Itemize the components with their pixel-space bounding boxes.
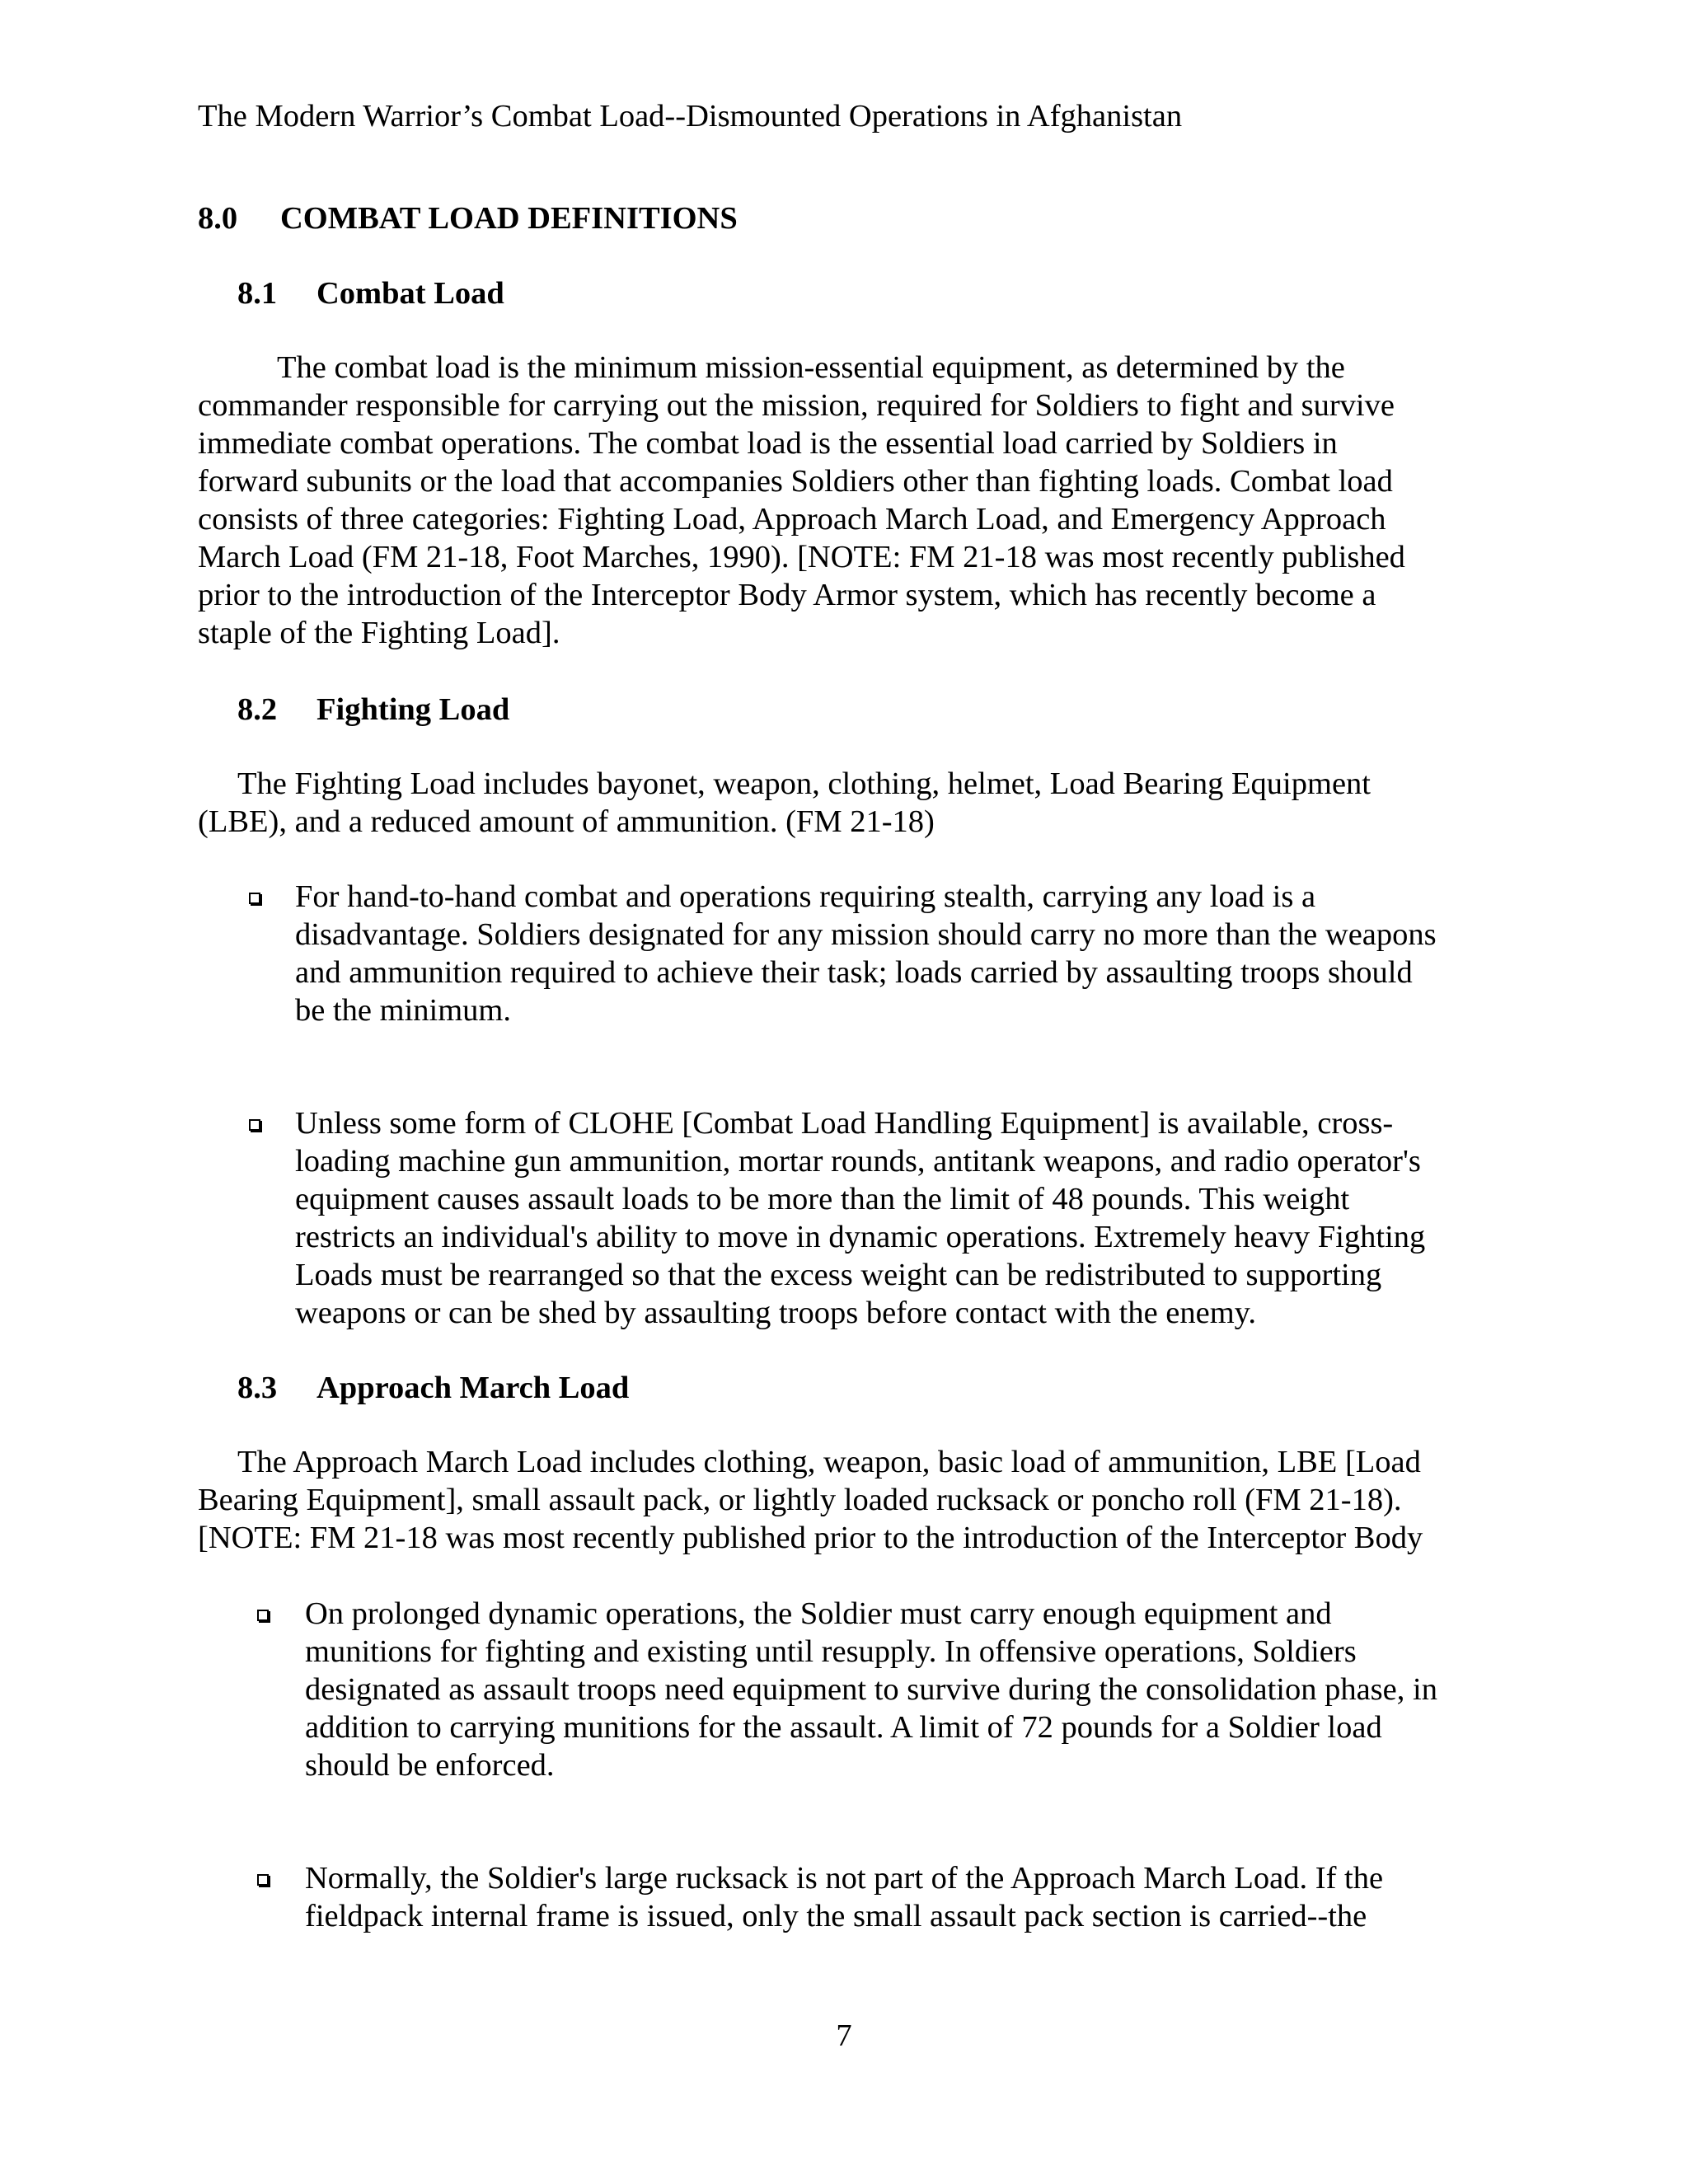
subsection-number: 8.2 bbox=[237, 692, 278, 727]
subsection-number: 8.3 bbox=[237, 1371, 278, 1405]
running-header: The Modern Warrior’s Combat Load--Dismounted Operations in Afghanistan bbox=[198, 99, 1183, 134]
page-number: 7 bbox=[836, 2018, 852, 2053]
bullet-line: should be enforced. bbox=[305, 1748, 555, 1783]
paragraph-line: (LBE), and a reduced amount of ammunition. (FM 21-18) bbox=[198, 804, 935, 839]
bullet-line: loading machine gun ammunition, mortar rounds, antitank weapons, and radio operator's bbox=[295, 1144, 1421, 1179]
bullet-text bbox=[295, 878, 1531, 1029]
bullet-line: designated as assault troops need equipment to survive during the consolidation phase, in bbox=[305, 1672, 1437, 1707]
checkbox-bullet-icon bbox=[249, 893, 260, 904]
paragraph-line: commander responsible for carrying out the mission, required for Soldiers to fight and survive bbox=[198, 388, 1395, 423]
checkbox-bullet-icon bbox=[249, 1119, 260, 1131]
subsection-title: Approach March Load bbox=[316, 1371, 630, 1405]
bullet-line: munitions for fighting and existing until resupply. In offensive operations, Soldiers bbox=[305, 1634, 1357, 1669]
paragraph-line: prior to the introduction of the Interceptor Body Armor system, which has recently become a bbox=[198, 578, 1376, 612]
bullet-text bbox=[295, 1104, 1531, 1332]
bullet-line: For hand-to-hand combat and operations requiring stealth, carrying any load is a bbox=[295, 879, 1316, 914]
paragraph-line: The combat load is the minimum mission-essential equipment, as determined by the bbox=[277, 350, 1345, 385]
paragraph-line: [NOTE: FM 21-18 was most recently published prior to the introduction of the Interceptor Body bbox=[198, 1521, 1423, 1555]
bullet-text bbox=[305, 1595, 1541, 1784]
bullet-line: Unless some form of CLOHE [Combat Load Handling Equipment] is available, cross- bbox=[295, 1106, 1394, 1141]
bullet-line: addition to carrying munitions for the assault. A limit of 72 pounds for a Soldier load bbox=[305, 1710, 1382, 1745]
bullet-line: Normally, the Soldier's large rucksack is not part of the Approach March Load. If the bbox=[305, 1861, 1384, 1896]
bullet-line: disadvantage. Soldiers designated for any mission should carry no more than the weapons bbox=[295, 917, 1437, 952]
bullet-line: fieldpack internal frame is issued, only the small assault pack section is carried--the bbox=[305, 1899, 1367, 1933]
paragraph-line: March Load (FM 21-18, Foot Marches, 1990). [NOTE: FM 21-18 was most recently published bbox=[198, 540, 1405, 574]
paragraph-combat-load bbox=[198, 349, 1500, 652]
bullet-line: restricts an individual's ability to move in dynamic operations. Extremely heavy Fighting bbox=[295, 1220, 1426, 1254]
paragraph-fighting-load bbox=[198, 765, 1500, 841]
paragraph-approach-march-load bbox=[198, 1443, 1500, 1557]
subsection-title: Combat Load bbox=[316, 276, 504, 311]
paragraph-line: forward subunits or the load that accompanies Soldiers other than fighting loads. Combat load bbox=[198, 464, 1393, 499]
bullet-text bbox=[305, 1859, 1541, 1935]
bullet-line: and ammunition required to achieve their task; loads carried by assaulting troops should bbox=[295, 955, 1413, 990]
subsection-heading-8-3 bbox=[237, 1369, 629, 1407]
bullet-line: be the minimum. bbox=[295, 993, 511, 1028]
checkbox-bullet-icon bbox=[257, 1874, 269, 1886]
section-title: COMBAT LOAD DEFINITIONS bbox=[280, 201, 738, 236]
section-heading bbox=[198, 199, 738, 237]
subsection-number: 8.1 bbox=[237, 276, 278, 311]
bullet-line: equipment causes assault loads to be more than the limit of 48 pounds. This weight bbox=[295, 1182, 1350, 1216]
paragraph-line: consists of three categories: Fighting Load, Approach March Load, and Emergency Approach bbox=[198, 502, 1386, 537]
bullet-line: On prolonged dynamic operations, the Soldier must carry enough equipment and bbox=[305, 1596, 1332, 1631]
paragraph-line: immediate combat operations. The combat load is the essential load carried by Soldiers in bbox=[198, 426, 1338, 461]
bullet-line: weapons or can be shed by assaulting troops before contact with the enemy. bbox=[295, 1296, 1257, 1330]
section-number: 8.0 bbox=[198, 201, 238, 236]
subsection-heading-8-2 bbox=[237, 691, 509, 729]
bullet-line: Loads must be rearranged so that the excess weight can be redistributed to supporting bbox=[295, 1258, 1382, 1292]
checkbox-bullet-icon bbox=[257, 1610, 269, 1621]
paragraph-line: The Approach March Load includes clothing, weapon, basic load of ammunition, LBE [Load bbox=[237, 1445, 1421, 1479]
paragraph-line: Bearing Equipment], small assault pack, or lightly loaded rucksack or poncho roll (FM 21-18). bbox=[198, 1483, 1402, 1517]
subsection-title: Fighting Load bbox=[316, 692, 510, 727]
subsection-heading-8-1 bbox=[237, 274, 504, 312]
paragraph-line: The Fighting Load includes bayonet, weapon, clothing, helmet, Load Bearing Equipment bbox=[237, 766, 1371, 801]
paragraph-line: staple of the Fighting Load]. bbox=[198, 616, 560, 650]
